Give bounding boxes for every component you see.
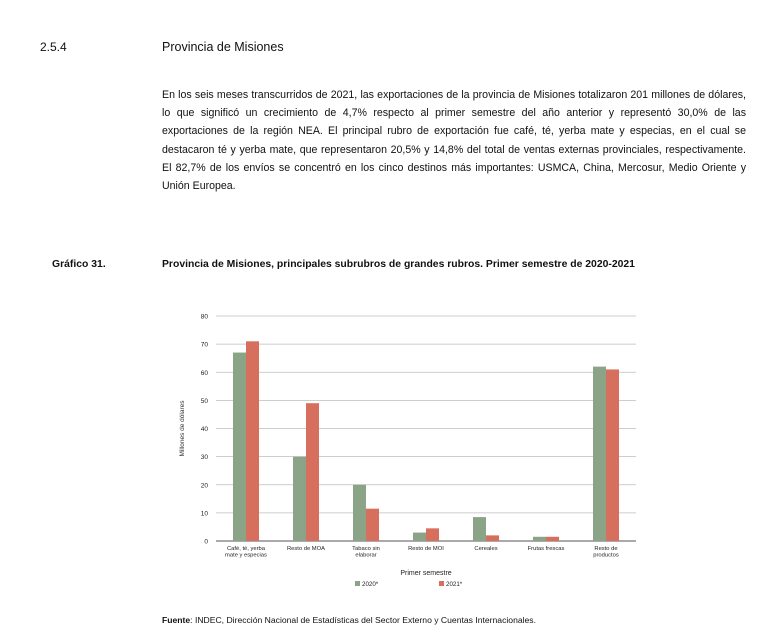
bar	[233, 353, 246, 541]
figure-title: Provincia de Misiones, principales subrubros de grandes rubros. Primer semestre de 2020-2021	[162, 259, 635, 270]
figure-label: Gráfico 31.	[52, 259, 106, 270]
y-tick-label: 10	[200, 510, 208, 518]
x-tick-label: Frutas frescas	[527, 546, 565, 552]
legend-swatch	[439, 581, 444, 586]
y-tick-label: 60	[200, 369, 208, 377]
bar	[246, 341, 259, 541]
source-note	[162, 615, 536, 625]
legend-swatch	[355, 581, 360, 586]
y-tick-label: 20	[200, 482, 208, 490]
y-tick-label: 30	[200, 454, 208, 462]
x-tick-label: Resto de MOI	[408, 546, 444, 552]
y-tick-label: 70	[200, 341, 208, 349]
x-tick-label: Tabaco sin	[352, 546, 380, 552]
section-paragraph: En los seis meses transcurridos de 2021, las exportaciones de la provincia de Misiones totalizaron 201 millones de dólares, lo que significó un crecimiento de 4,7% respecto al primer semestre del año anterior y representó 30,0% de las exportaciones de la región NEA. El principal rubro de exportación fue café, té, yerba mate y especias, en el cual se destacaron té y yerba mate, que representaron 20,5% y 14,8% del total de ventas externas provinciales, respectivamente. El 82,7% de los envíos se concentró en los cinco destinos más importantes: USMCA, China, Mercosur, Medio Oriente y Unión Europea.	[162, 89, 746, 193]
bar	[593, 367, 606, 541]
bar	[486, 535, 499, 541]
y-tick-label: 50	[200, 397, 208, 405]
y-tick-label: 80	[200, 313, 208, 321]
x-tick-label: Café, té, yerba	[226, 546, 266, 552]
source-label: Fuente	[162, 615, 191, 625]
source-text: : INDEC, Dirección Nacional de Estadísticas del Sector Externo y Cuentas Internacionales.	[190, 615, 536, 625]
legend-label: 2021*	[446, 581, 463, 588]
x-tick-label: Cereales	[474, 546, 498, 552]
bar	[546, 537, 559, 541]
section-title: Provincia de Misiones	[162, 40, 284, 54]
bar	[413, 533, 426, 541]
bar	[353, 485, 366, 541]
x-tick-label: elaborar	[355, 552, 377, 559]
bar	[293, 457, 306, 541]
x-axis-label: Primer semestre	[400, 570, 452, 577]
x-tick-label: productos	[593, 552, 619, 559]
x-tick-label: Resto de MOA	[286, 546, 326, 552]
bar	[606, 369, 619, 541]
y-axis-label: Millones de dólares	[179, 400, 186, 457]
y-tick-label: 0	[204, 538, 208, 546]
bar	[366, 509, 379, 541]
bar	[426, 528, 439, 541]
x-tick-label: Resto de	[594, 546, 618, 552]
bar	[306, 403, 319, 541]
bar	[473, 517, 486, 541]
section-number: 2.5.4	[40, 40, 67, 54]
x-tick-label: mate y especias	[225, 552, 267, 559]
bar-chart	[172, 302, 652, 602]
y-tick-label: 40	[200, 426, 208, 433]
legend-label: 2020*	[362, 581, 379, 588]
bar	[533, 537, 546, 541]
